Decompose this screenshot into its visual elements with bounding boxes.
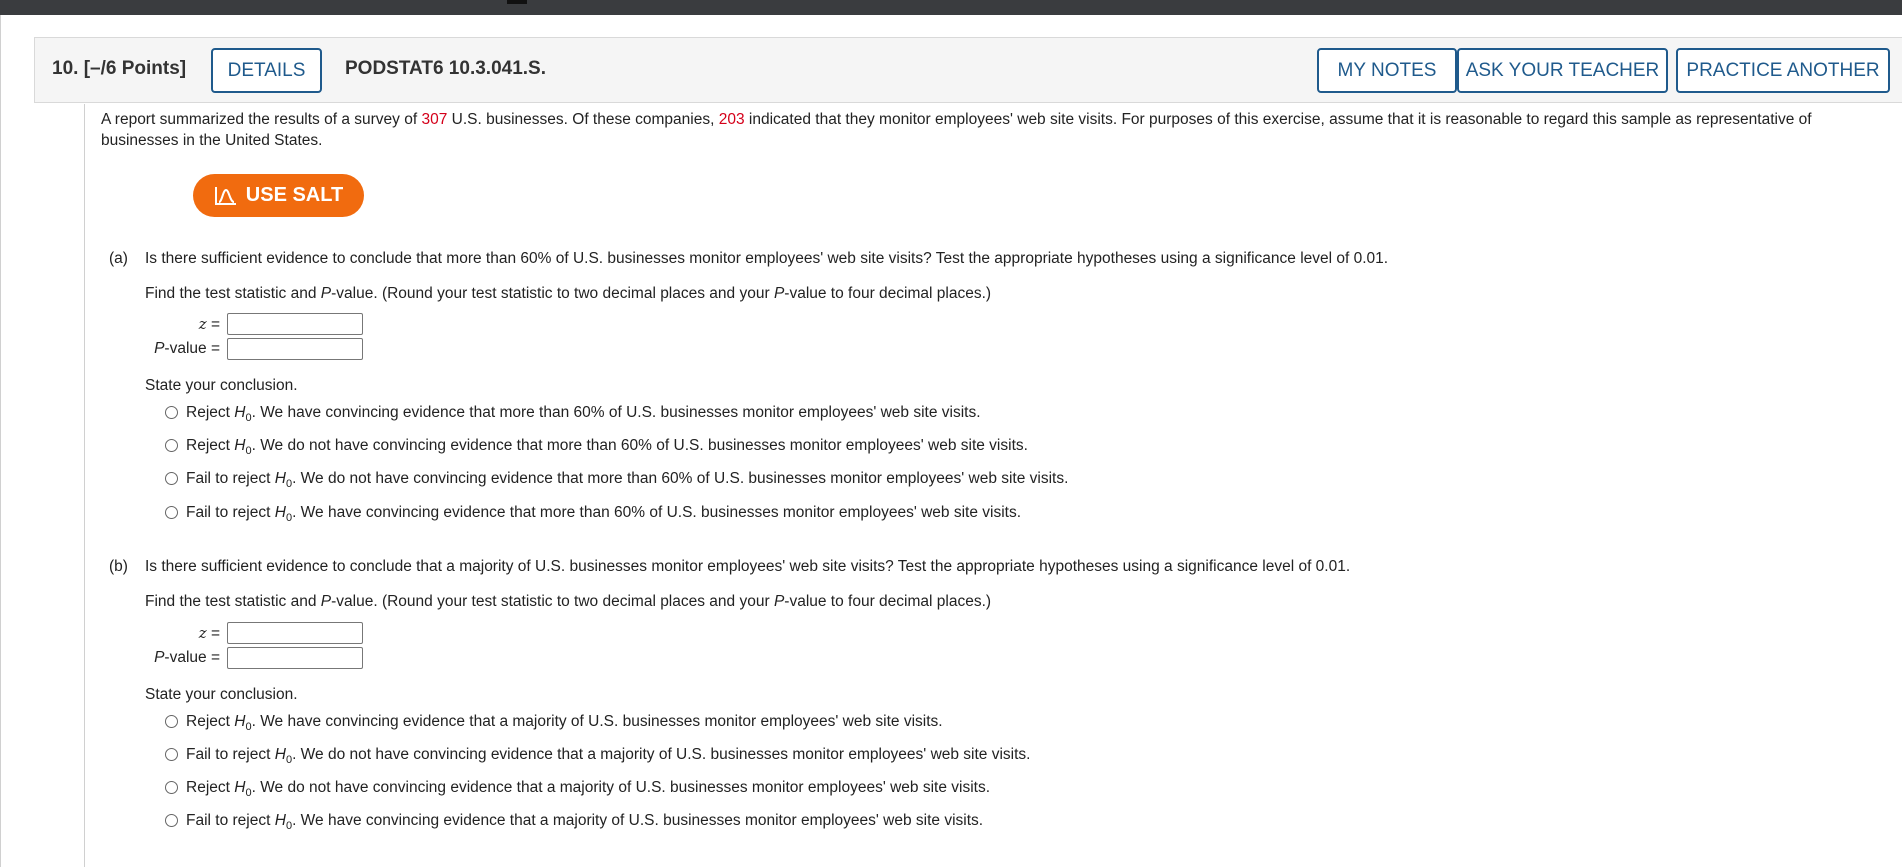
part-b-p-input[interactable] bbox=[227, 647, 363, 669]
instr-text: -value to four decimal places.) bbox=[784, 285, 992, 302]
option-text: . We do not have convincing evidence that more than 60% of U.S. businesses monitor employees' web site visits. bbox=[292, 470, 1069, 487]
h-symbol: H bbox=[234, 437, 246, 454]
h-symbol: H bbox=[234, 713, 246, 730]
instr-p: P bbox=[773, 285, 785, 302]
toolbar-mark bbox=[507, 0, 527, 4]
practice-another-button[interactable]: PRACTICE ANOTHER bbox=[1676, 48, 1890, 93]
part-a-option-4-radio[interactable] bbox=[165, 506, 178, 519]
instr-p: P bbox=[320, 593, 332, 610]
h-symbol: H bbox=[274, 470, 286, 487]
part-b-z-input[interactable] bbox=[227, 622, 363, 644]
option-text: . We have convincing evidence that a majority of U.S. businesses monitor employees' web site visits. bbox=[292, 812, 984, 829]
question-number bbox=[52, 58, 186, 80]
instr-p: P bbox=[773, 593, 785, 610]
h-sub: 0 bbox=[245, 412, 252, 424]
instr-text: Find the test statistic and bbox=[145, 285, 321, 302]
h-sub: 0 bbox=[245, 721, 252, 733]
option-prefix: Fail to reject bbox=[186, 470, 275, 487]
part-b-option-2-radio[interactable] bbox=[165, 748, 178, 761]
salt-chart-icon bbox=[214, 186, 238, 206]
option-prefix: Fail to reject bbox=[186, 504, 275, 521]
instr-text: Find the test statistic and bbox=[145, 593, 321, 610]
option-text: . We do not have convincing evidence that more than 60% of U.S. businesses monitor employees' web site visits. bbox=[251, 437, 1028, 454]
option-prefix: Fail to reject bbox=[186, 746, 275, 763]
part-a-p-label bbox=[110, 340, 220, 358]
part-a-question: Is there sufficient evidence to conclude that more than 60% of U.S. businesses monitor employees' web site visits? Test the appropriate hypotheses using a significance level of 0.01. bbox=[145, 250, 1389, 267]
question-code: PODSTAT6 10.3.041.S. bbox=[345, 58, 546, 79]
equals-sign: = bbox=[210, 649, 220, 666]
option-text: . We have convincing evidence that more than 60% of U.S. businesses monitor employees' web site visits. bbox=[251, 404, 981, 421]
p-symbol: P bbox=[154, 649, 165, 666]
part-a-option-3[interactable] bbox=[186, 470, 1068, 490]
part-b-conclusion-label: State your conclusion. bbox=[145, 686, 298, 703]
instr-text: -value. (Round your test statistic to two decimal places and your bbox=[331, 285, 774, 302]
option-prefix: Reject bbox=[186, 779, 235, 796]
intro-text-2: U.S. businesses. Of these companies, bbox=[447, 111, 719, 128]
instr-p: P bbox=[320, 285, 332, 302]
part-b-option-1[interactable] bbox=[186, 713, 943, 733]
part-a-option-3-radio[interactable] bbox=[165, 472, 178, 485]
z-symbol: z bbox=[198, 624, 207, 642]
part-a-option-2[interactable] bbox=[186, 437, 1028, 457]
equals-sign: = bbox=[210, 340, 220, 357]
option-text: . We have convincing evidence that more than 60% of U.S. businesses monitor employees' web site visits. bbox=[292, 504, 1022, 521]
part-b-instructions bbox=[145, 593, 991, 611]
part-a-option-1-radio[interactable] bbox=[165, 406, 178, 419]
option-prefix: Reject bbox=[186, 404, 235, 421]
p-value-text: -value bbox=[164, 340, 207, 357]
part-a-conclusion-label: State your conclusion. bbox=[145, 377, 298, 394]
equals-sign: = bbox=[210, 625, 220, 642]
h-sub: 0 bbox=[285, 820, 293, 832]
part-a-option-4[interactable] bbox=[186, 504, 1021, 524]
instr-text: -value. (Round your test statistic to two decimal places and your bbox=[331, 593, 774, 610]
h-symbol: H bbox=[274, 746, 286, 763]
equals-sign: = bbox=[210, 316, 220, 333]
part-b-z-label bbox=[110, 624, 220, 643]
use-salt-label: USE SALT bbox=[245, 184, 344, 206]
use-salt-button[interactable] bbox=[193, 174, 364, 217]
h-symbol: H bbox=[274, 504, 286, 521]
part-a-option-2-radio[interactable] bbox=[165, 439, 178, 452]
part-b-option-4[interactable] bbox=[186, 812, 983, 832]
intro-text-1: A report summarized the results of a survey of bbox=[101, 111, 422, 128]
content-border bbox=[84, 104, 85, 867]
h-sub: 0 bbox=[285, 478, 293, 490]
h-sub: 0 bbox=[285, 512, 293, 524]
question-points: [–/6 Points] bbox=[83, 58, 187, 79]
option-text: . We have convincing evidence that a majority of U.S. businesses monitor employees' web site visits. bbox=[251, 713, 943, 730]
part-a-z-label bbox=[110, 315, 220, 334]
h-symbol: H bbox=[274, 812, 286, 829]
h-sub: 0 bbox=[245, 787, 252, 799]
part-b-p-label bbox=[110, 649, 220, 667]
part-b-option-1-radio[interactable] bbox=[165, 715, 178, 728]
top-toolbar bbox=[0, 0, 1902, 15]
part-a-p-input[interactable] bbox=[227, 338, 363, 360]
h-sub: 0 bbox=[285, 754, 293, 766]
problem-statement bbox=[101, 109, 1891, 151]
sample-size: 307 bbox=[421, 111, 448, 128]
my-notes-button[interactable]: MY NOTES bbox=[1317, 48, 1457, 93]
instr-text: -value to four decimal places.) bbox=[784, 593, 992, 610]
p-symbol: P bbox=[154, 340, 165, 357]
left-border bbox=[0, 15, 1, 867]
intro-text-3: indicated that they monitor employees' web site visits. For purposes of this exercise, assume that it is reasonable to regard this sample as representative of businesses in the United States. bbox=[101, 111, 1812, 149]
part-a-instructions bbox=[145, 285, 991, 303]
part-a-z-input[interactable] bbox=[227, 313, 363, 335]
part-a-option-1[interactable] bbox=[186, 404, 981, 424]
h-symbol: H bbox=[234, 404, 246, 421]
h-symbol: H bbox=[234, 779, 246, 796]
option-text: . We do not have convincing evidence that a majority of U.S. businesses monitor employees' web site visits. bbox=[251, 779, 991, 796]
part-b-question: Is there sufficient evidence to conclude that a majority of U.S. businesses monitor employees' web site visits? Test the appropriate hypotheses using a significance level of 0.01. bbox=[145, 558, 1351, 575]
success-count: 203 bbox=[718, 111, 745, 128]
ask-teacher-button[interactable]: ASK YOUR TEACHER bbox=[1457, 48, 1668, 93]
p-value-text: -value bbox=[164, 649, 207, 666]
option-prefix: Reject bbox=[186, 437, 235, 454]
option-prefix: Reject bbox=[186, 713, 235, 730]
part-b-letter: (b) bbox=[109, 558, 128, 575]
part-b-option-4-radio[interactable] bbox=[165, 814, 178, 827]
part-b-option-3-radio[interactable] bbox=[165, 781, 178, 794]
part-b-option-3[interactable] bbox=[186, 779, 990, 799]
part-b-option-2[interactable] bbox=[186, 746, 1031, 766]
h-sub: 0 bbox=[245, 445, 252, 457]
question-number-value: 10. bbox=[52, 58, 79, 79]
part-a-letter: (a) bbox=[109, 250, 128, 267]
option-text: . We do not have convincing evidence that a majority of U.S. businesses monitor employees' web site visits. bbox=[292, 746, 1031, 763]
z-symbol: z bbox=[198, 315, 207, 333]
option-prefix: Fail to reject bbox=[186, 812, 275, 829]
details-button[interactable]: DETAILS bbox=[211, 48, 322, 93]
